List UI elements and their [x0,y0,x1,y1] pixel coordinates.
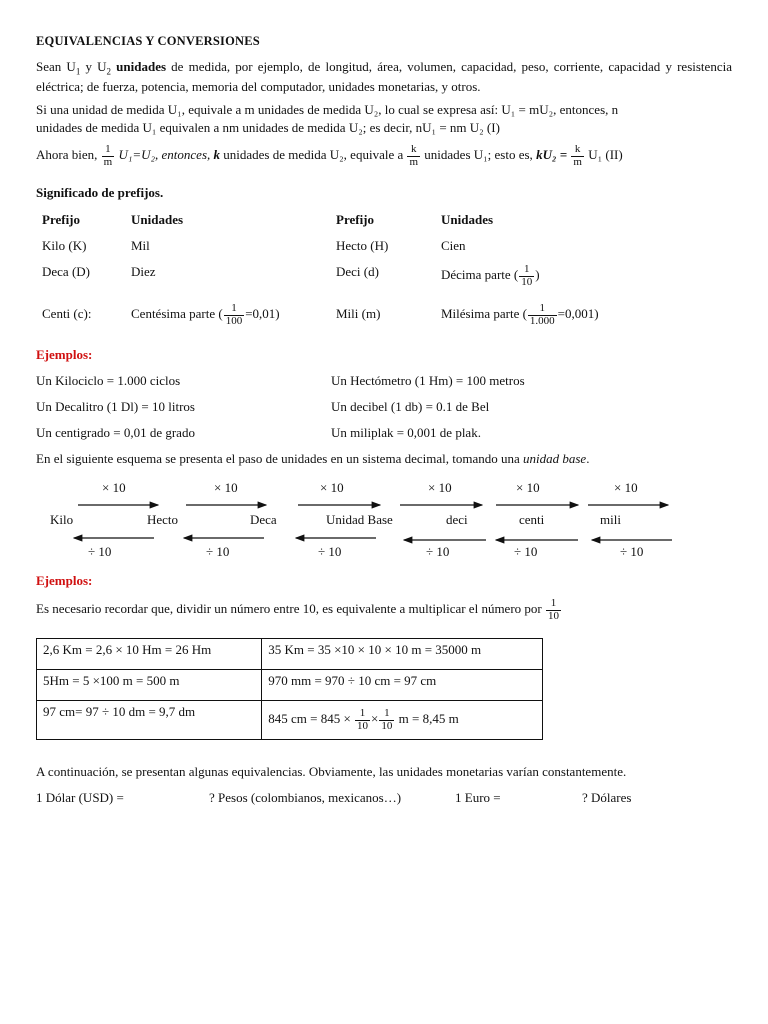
example-left-3: Un centigrado = 0,01 de grado [36,425,195,440]
example-left-1: Un Kilociclo = 1.000 ciclos [36,373,181,388]
mult-label-3: × 10 [320,480,344,495]
rule-two-line: Ahora bien, $\frac{1}{m}$ U₁=U₂, entonces, k unidades de medida U₂, equivale a $\frac{k}{m}$ unidades U₁; esto es, kU₂ = $\frac{k}{m}$ U₁ (II) [36,143,623,168]
mult-label-2: × 10 [214,480,238,495]
prefix-kilo: Kilo (K) [42,238,87,253]
rule-one-line2: unidades de medida U₁ equivalen a nm unidades de medida U₂; es decir, nU₁ = nm U₂ (I) [36,119,500,135]
fraction-one-over-m: $\frac{1}{m}$ [103,143,113,168]
div-label-3: ÷ 10 [318,544,342,559]
prefix-mili: Mili (m) [336,306,381,321]
div-label-1: ÷ 10 [88,544,112,559]
unit-deci: Décima parte ( $\frac{1}{10}$ ) [441,263,540,288]
conversion-diagram [36,478,732,568]
prefixes-heading: Significado de prefijos. [36,185,164,200]
conversion-table [36,638,543,740]
mult-label-4: × 10 [428,480,452,495]
table-cell-fraction: 845 cm = 845 × $\frac{1}{10}$ × $\frac{1}{10}$ m = 8,45 m [262,701,543,740]
mult-label-5: × 10 [516,480,540,495]
currency-euro-label: 1 Euro = [455,790,501,805]
rule-one-line1: Si una unidad de medida U₁, equivale a m unidades de medida U₂, lo cual se expresa así: U₁ = mU₂, entonces, n [36,102,619,117]
prefix-header-2: Prefijo [336,212,375,227]
table-cell: 97 cm= 97 ÷ 10 dm = 9,7 dm [37,701,262,740]
examples-heading-1: Ejemplos: [36,347,93,362]
prefix-hecto: Hecto (H) [336,238,389,253]
unit-label-centi: centi [519,512,545,527]
div-label-5: ÷ 10 [514,544,538,559]
mult-label-6: × 10 [614,480,638,495]
fraction-k-over-m-2: $\frac{k}{m}$ [573,143,582,168]
intro-paragraph: Sean $U_1$ y $U_2$ unidades de medida, por ejemplo, de longitud, área, volumen, capacidad, peso, corriente, capacidad y resistencia eléctrica; de fuerza, potencia, memoria del computador, unidades monetarias, y otros. [36,59,732,94]
unit-label-deca: Deca [250,512,277,527]
unit-centi: Centésima parte ( $\frac{1}{100}$ =0,01) [131,302,280,327]
table-row [37,670,543,701]
rule-one-paragraph [36,101,732,136]
closing-paragraph: A continuación, se presentan algunas equivalencias. Obviamente, las unidades monetarias varían constantemente. [36,764,627,779]
fraction-one-over-ten: $\frac{1}{10}$ [547,597,559,622]
unit-label-unidad-base: Unidad Base [326,512,393,527]
schema-sentence: En el siguiente esquema se presenta el paso de unidades en un sistema decimal, tomando una unidad base. [36,451,590,466]
currency-dolares-label: ? Dólares [582,790,632,805]
divide-arrows [74,538,672,540]
table-row [37,701,543,740]
div-label-6: ÷ 10 [620,544,644,559]
table-cell: 35 Km = 35 ×10 × 10 × 10 m = 35000 m [262,639,543,670]
table-cell: 2,6 Km = 2,6 × 10 Hm = 26 Hm [37,639,262,670]
page-title: EQUIVALENCIAS Y CONVERSIONES [36,34,260,48]
prefix-deci: Deci (d) [336,264,379,279]
prefix-centi: Centi (c): [42,306,92,321]
units-header-1: Unidades [131,212,184,227]
units-header-2: Unidades [441,212,494,227]
unit-deca: Diez [131,264,156,279]
unit-label-deci: deci [446,512,468,527]
unit-hecto: Cien [441,238,466,253]
currency-usd-label: 1 Dólar (USD) = [36,790,124,805]
example-right-3: Un miliplak = 0,001 de plak. [331,425,481,440]
fraction-k-over-m: $\frac{k}{m}$ [409,143,419,168]
examples-heading-2: Ejemplos: [36,573,93,588]
currency-pesos-label: ? Pesos (colombianos, mexicanos…) [209,790,402,805]
prefix-header-1: Prefijo [42,212,81,227]
unit-label-kilo: Kilo [50,512,74,527]
div-label-4: ÷ 10 [426,544,450,559]
unit-label-mili: mili [600,512,621,527]
table-row [37,639,543,670]
reminder-line: Es necesario recordar que, dividir un número entre 10, es equivalente a multiplicar el número por $\frac{1}{10}$ [36,597,559,622]
example-right-2: Un decibel (1 db) = 0.1 de Bel [331,399,490,414]
unit-kilo: Mil [131,238,150,253]
example-left-2: Un Decalitro (1 Dl) = 10 litros [36,399,195,414]
table-cell: 5Hm = 5 ×100 m = 500 m [37,670,262,701]
example-right-1: Un Hectómetro (1 Hm) = 100 metros [331,373,525,388]
div-label-2: ÷ 10 [206,544,230,559]
mult-label-1: × 10 [102,480,126,495]
unit-label-hecto: Hecto [147,512,179,527]
table-cell: 970 mm = 970 ÷ 10 cm = 97 cm [262,670,543,701]
unit-mili: Milésima parte ( $\frac{1}{1.000}$ =0,001) [441,302,599,327]
prefix-deca: Deca (D) [42,264,90,279]
